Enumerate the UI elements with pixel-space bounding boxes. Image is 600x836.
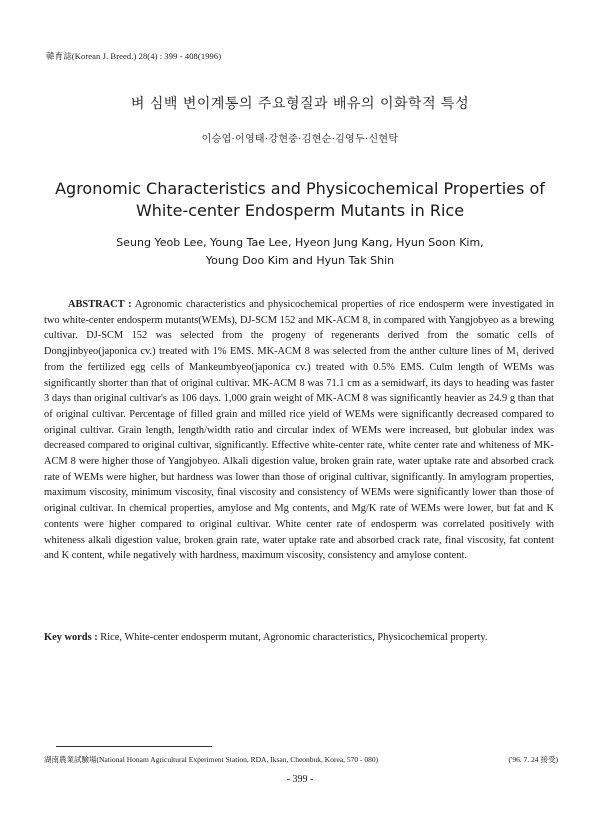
footnote	[44, 754, 564, 765]
abstract-label: ABSTRACT :	[68, 299, 132, 310]
abstract-text: Agronomic characteristics and physicochemical properties of rice endosperm were investigated in two white-center endosperm mutants(WEMs), DJ-SCM 152 and MK-ACM 8, in compared with Yangjobyeo as a brewing cultivar. DJ-SCM 152 was selected from the progeny of regenerants derived from the somatic cells of Dongjinbyeo(japonica cv.) treated with 1% EMS. MK-ACM 8 was selected from the anther culture lines of M₁ derived from the fertilized egg cells of Mankeumbyeo(japonica cv.) treated with 0.5% EMS. Culm length of WEMs was significantly shorter than that of original cultivar. MK-ACM 8 was 71.1 cm as a semidwarf, its days to heading was faster 3 days than original cultivar's as 106 days. 1,000 grain weight of MK-ACM 8 was significantly heavier as 24.9 g than that of original cultivar. Percentage of filled grain and milled rice yield of WEMs were significantly decreased compared to original cultivar. Grain length, length/width ratio and circular index of WEMs were increased, but globular index was decreased compared to original cultivar, significantly. Effective white-center rate, white center rate and whiteness of MK-ACM 8 were higher those of Yangjobyeo. Alkali digestion value, broken grain rate, water uptake rate and absorbed crack rate of WEMs were higher, but hardness was lower than those of original cultivar, significantly. In amylogram properties, maximum viscosity, minimum viscosity, final viscosity and consistency of WEMs were significantly lower than those of original cultivar. In chemical properties, amylose and Mg contents, and Mg/K rate of WEMs were lower, but fat and K contents were higher compared to original cultivar. White center rate of endosperm was correlated positively with whiteness alkali digestion value, broken grain rate, water uptake rate and absorbed crack rate, final viscosity, fat content and K content, while negatively with hardness, maximum viscosity, consistency and amylose content.	[44, 299, 554, 562]
page-number: - 399 -	[286, 774, 314, 785]
english-title	[40, 178, 560, 222]
keywords-paragraph	[44, 630, 554, 645]
korean-authors: 이승엽·이영태·강현중·김현순·김영두·신현탁	[201, 134, 399, 145]
korean-title: 벼 심백 변이계통의 주요형질과 배유의 이화학적 특성	[130, 96, 470, 112]
footnote-affiliation: 湖南農業試驗場(National Honam Agricultural Experiment Station, RDA, Iksan, Cheonbuk, Korea, 570 - 080)	[44, 755, 379, 764]
english-authors	[60, 234, 540, 270]
footnote-received-date: ('96. 7. 24 接受)	[508, 755, 558, 764]
keywords-text: Rice, White-center endosperm mutant, Agronomic characteristics, Physicochemical property.	[100, 632, 488, 643]
english-title-line-1: Agronomic Characteristics and Physicochemical Properties of	[55, 179, 545, 198]
english-authors-line-2: Young Doo Kim and Hyun Tak Shin	[205, 254, 395, 267]
english-title-line-2: White-center Endosperm Mutants in Rice	[135, 201, 465, 220]
footnote-divider	[56, 746, 212, 747]
journal-reference: 韓育誌(Korean J. Breed.) 28(4) : 399 - 408(1996)	[46, 51, 222, 61]
keywords-label: Key words :	[44, 632, 98, 643]
abstract-paragraph	[44, 297, 554, 564]
english-authors-line-1: Seung Yeob Lee, Young Tae Lee, Hyeon Jung Kang, Hyun Soon Kim,	[116, 236, 484, 249]
